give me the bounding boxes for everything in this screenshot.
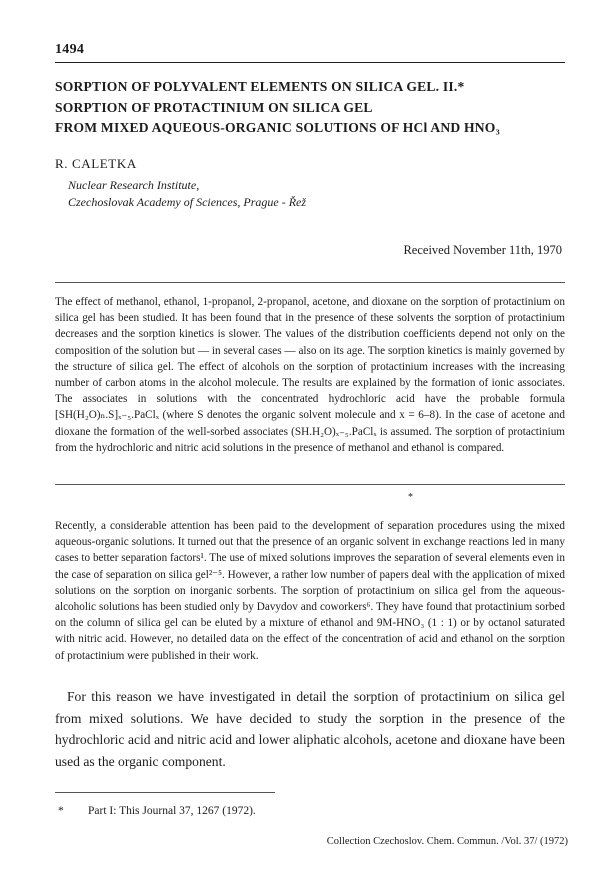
title-line-3: FROM MIXED AQUEOUS-ORGANIC SOLUTIONS OF HCl AND HNO₃ xyxy=(55,120,500,135)
footnote xyxy=(58,805,256,817)
affiliation-line-2: Czechoslovak Academy of Sciences, Prague - Řež xyxy=(68,195,307,209)
title-line-1: SORPTION OF POLYVALENT ELEMENTS ON SILICA GEL. II.* xyxy=(55,79,465,94)
abstract-top-rule xyxy=(55,282,565,283)
page-number: 1494 xyxy=(55,42,85,57)
footnote-rule xyxy=(55,792,275,793)
introduction xyxy=(55,518,565,664)
header-rule xyxy=(55,62,565,63)
abstract-bottom-rule xyxy=(55,484,565,485)
separator-mark: * xyxy=(408,492,413,503)
abstract xyxy=(55,294,565,456)
body-paragraph: For this reason we have investigated in detail the sorption of protactinium on silica gel from mixed solutions. We have decided to study the sorption in the presence of the hydrochloric acid and nitric acid and lower aliphatic alcohols, acetone and dioxane have been used as the organic component. xyxy=(55,689,565,769)
running-footer: Collection Czechoslov. Chem. Commun. /Vol. 37/ (1972) xyxy=(326,836,568,847)
received-date: Received November 11th, 1970 xyxy=(403,243,562,257)
intro-paragraph: Recently, a considerable attention has been paid to the development of separation procedures using the mixed aqueous-organic solutions. It turned out that the presence of an organic solvent in exchange reactions led in many cases to better separation factors¹. The use of mixed solutions improves the separation of several elements even in the case of separation on silica gel²⁻⁵. However, a rather low number of papers deal with the application of mixed solutions on the sorption on inorganic sorbents. The sorption of protactinium on silica gel from the aqueous-alcoholic solutions has been studied only by Davydov and coworkers⁶. They have found that protactinium sorbed on the column of silica gel can be eluted by a mixture of ethanol and 9M-HNO₃ (1 : 1) or by octanol saturated with nitric acid. However, no detailed data on the effect of the concentration of acid and ethanol on the sorption of protactinium were published in their work. xyxy=(55,520,565,662)
body-text xyxy=(55,686,565,772)
abstract-text: The effect of methanol, ethanol, 1-propanol, 2-propanol, acetone, and dioxane on the sorption of protactinium on silica gel has been studied. It has been found that in the presence of these solvents the sorption of protactinium decreases and the sorption kinetics is slower. The values of the distribution coefficients depend not only on the composition of the solution but — in several cases — also on its age. The sorption kinetics is mainly governed by the structure of silica gel. The effect of alcohols on the sorption of protactinium increases with the increasing number of carbon atoms in the alcohol molecule. The results are explained by the formation of ionic associates. The associates in solutions with the concentrated hydrochloric acid have the probable formula [SH(H₂O)ₙ.S]ₓ₋₅.PaClₓ (where S denotes the organic solvent molecule and x = 6–8). In the case of acetone and dioxane the formation of the well-sorbed associates (SH.H₂O)ₓ₋₅.PaClₓ is assumed. The sorption of protactinium from the hydrochloric and nitric acid solutions in the presence of methanol and ethanol is compared. xyxy=(55,296,565,454)
affiliation-line-1: Nuclear Research Institute, xyxy=(68,178,200,192)
footnote-mark: * xyxy=(58,805,64,817)
title-line-2: SORPTION OF PROTACTINIUM ON SILICA GEL xyxy=(55,100,373,115)
footnote-text: Part I: This Journal 37, 1267 (1972). xyxy=(88,805,256,817)
author: R. CALETKA xyxy=(55,156,137,171)
